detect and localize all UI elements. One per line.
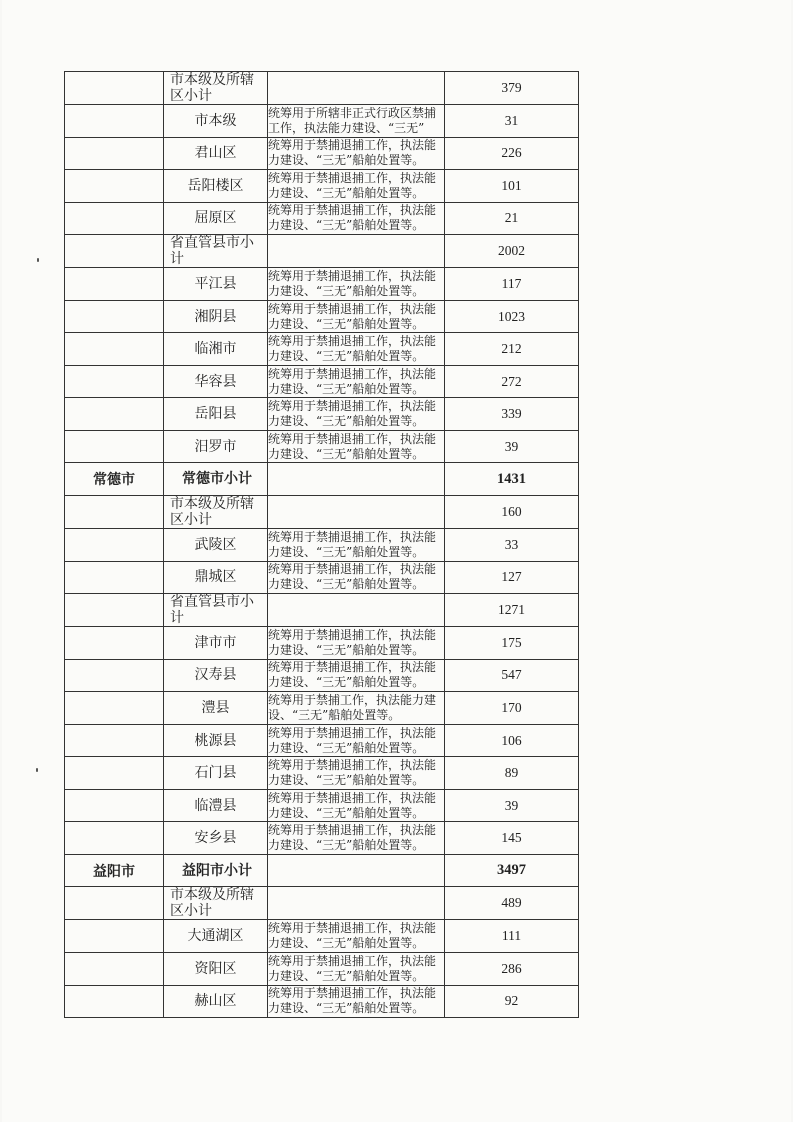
purpose-cell: 统筹用于禁捕退捕工作，执法能力建设、“三无”船舶处置等。	[268, 137, 445, 170]
table-row	[65, 854, 579, 887]
city-cell	[65, 822, 164, 855]
unit-cell: 岳阳县	[164, 398, 268, 431]
city-cell	[65, 789, 164, 822]
unit-cell: 鼎城区	[164, 561, 268, 594]
unit-cell: 澧县	[164, 692, 268, 725]
table-row	[65, 235, 579, 268]
city-cell	[65, 594, 164, 627]
unit-cell: 市本级及所辖区小计	[164, 496, 268, 529]
purpose-cell: 统筹用于禁捕退捕工作，执法能力建设、“三无”船舶处置等。	[268, 724, 445, 757]
purpose-cell: 统筹用于所辖非正式行政区禁捕工作，执法能力建设、“三无”	[268, 105, 445, 138]
city-cell: 常德市	[65, 463, 164, 496]
table-row	[65, 789, 579, 822]
city-cell	[65, 985, 164, 1018]
purpose-cell: 统筹用于禁捕退捕工作，执法能力建设、“三无”船舶处置等。	[268, 170, 445, 203]
purpose-cell	[268, 463, 445, 496]
unit-cell: 安乡县	[164, 822, 268, 855]
amount-cell: 2002	[445, 235, 579, 268]
table-row	[65, 72, 579, 105]
unit-cell: 市本级及所辖区小计	[164, 72, 268, 105]
city-cell	[65, 887, 164, 920]
amount-cell: 39	[445, 789, 579, 822]
amount-cell: 33	[445, 529, 579, 562]
unit-cell: 省直管县市小计	[164, 235, 268, 268]
scan-mark	[37, 258, 39, 262]
allocation-table	[64, 71, 579, 1018]
table-row	[65, 594, 579, 627]
city-cell	[65, 659, 164, 692]
purpose-cell: 统筹用于禁捕退捕工作，执法能力建设、“三无”船舶处置等。	[268, 561, 445, 594]
table-row	[65, 333, 579, 366]
unit-cell: 市本级	[164, 105, 268, 138]
table-row	[65, 692, 579, 725]
table-row	[65, 496, 579, 529]
purpose-cell: 统筹用于禁捕退捕工作，执法能力建设、“三无”船舶处置等。	[268, 202, 445, 235]
amount-cell: 272	[445, 365, 579, 398]
scan-mark	[36, 768, 38, 772]
unit-cell: 临澧县	[164, 789, 268, 822]
unit-cell: 津市市	[164, 627, 268, 660]
table-row	[65, 105, 579, 138]
city-cell	[65, 398, 164, 431]
amount-cell: 170	[445, 692, 579, 725]
amount-cell: 106	[445, 724, 579, 757]
city-cell	[65, 430, 164, 463]
table-row	[65, 920, 579, 953]
unit-cell: 君山区	[164, 137, 268, 170]
city-cell	[65, 496, 164, 529]
table-row	[65, 627, 579, 660]
table-row	[65, 724, 579, 757]
city-cell	[65, 561, 164, 594]
amount-cell: 1023	[445, 300, 579, 333]
table-row	[65, 463, 579, 496]
table-row	[65, 953, 579, 986]
amount-cell: 1271	[445, 594, 579, 627]
unit-cell: 屈原区	[164, 202, 268, 235]
purpose-cell: 统筹用于禁捕退捕工作，执法能力建设、“三无”船舶处置等。	[268, 920, 445, 953]
purpose-cell	[268, 235, 445, 268]
amount-cell: 379	[445, 72, 579, 105]
purpose-cell: 统筹用于禁捕退捕工作，执法能力建设、“三无”船舶处置等。	[268, 953, 445, 986]
amount-cell: 286	[445, 953, 579, 986]
unit-cell: 华容县	[164, 365, 268, 398]
amount-cell: 547	[445, 659, 579, 692]
table-row	[65, 137, 579, 170]
table-row	[65, 529, 579, 562]
unit-cell: 大通湖区	[164, 920, 268, 953]
city-cell	[65, 529, 164, 562]
purpose-cell: 统筹用于禁捕退捕工作，执法能力建设、“三无”船舶处置等。	[268, 822, 445, 855]
table-row	[65, 300, 579, 333]
amount-cell: 111	[445, 920, 579, 953]
purpose-cell	[268, 594, 445, 627]
amount-cell: 226	[445, 137, 579, 170]
amount-cell: 3497	[445, 854, 579, 887]
amount-cell: 339	[445, 398, 579, 431]
unit-cell: 湘阴县	[164, 300, 268, 333]
purpose-cell: 统筹用于禁捕退捕工作，执法能力建设、“三无”船舶处置等。	[268, 333, 445, 366]
city-cell	[65, 365, 164, 398]
purpose-cell: 统筹用于禁捕退捕工作，执法能力建设、“三无”船舶处置等。	[268, 789, 445, 822]
unit-cell: 石门县	[164, 757, 268, 790]
table-row	[65, 887, 579, 920]
city-cell	[65, 268, 164, 301]
table-row	[65, 202, 579, 235]
amount-cell: 21	[445, 202, 579, 235]
purpose-cell	[268, 854, 445, 887]
table-row	[65, 985, 579, 1018]
city-cell	[65, 627, 164, 660]
purpose-cell: 统筹用于禁捕退捕工作，执法能力建设、“三无”船舶处置等。	[268, 757, 445, 790]
amount-cell: 489	[445, 887, 579, 920]
table-row	[65, 757, 579, 790]
table-row	[65, 430, 579, 463]
unit-cell: 赫山区	[164, 985, 268, 1018]
allocation-table-body	[65, 72, 579, 1018]
city-cell	[65, 300, 164, 333]
amount-cell: 101	[445, 170, 579, 203]
table-row	[65, 398, 579, 431]
table-row	[65, 659, 579, 692]
purpose-cell	[268, 887, 445, 920]
city-cell	[65, 953, 164, 986]
purpose-cell: 统筹用于禁捕退捕工作，执法能力建设、“三无”船舶处置等。	[268, 268, 445, 301]
purpose-cell: 统筹用于禁捕退捕工作，执法能力建设、“三无”船舶处置等。	[268, 985, 445, 1018]
city-cell	[65, 920, 164, 953]
unit-cell: 汨罗市	[164, 430, 268, 463]
purpose-cell: 统筹用于禁捕退捕工作，执法能力建设、“三无”船舶处置等。	[268, 529, 445, 562]
purpose-cell: 统筹用于禁捕退捕工作，执法能力建设、“三无”船舶处置等。	[268, 398, 445, 431]
purpose-cell: 统筹用于禁捕退捕工作，执法能力建设、“三无”船舶处置等。	[268, 300, 445, 333]
city-cell	[65, 202, 164, 235]
unit-cell: 桃源县	[164, 724, 268, 757]
unit-cell: 省直管县市小计	[164, 594, 268, 627]
unit-cell: 平江县	[164, 268, 268, 301]
city-cell	[65, 333, 164, 366]
unit-cell: 益阳市小计	[164, 854, 268, 887]
city-cell: 益阳市	[65, 854, 164, 887]
purpose-cell: 统筹用于禁捕退捕工作，执法能力建设、“三无”船舶处置等。	[268, 365, 445, 398]
city-cell	[65, 235, 164, 268]
city-cell	[65, 72, 164, 105]
purpose-cell	[268, 496, 445, 529]
amount-cell: 39	[445, 430, 579, 463]
city-cell	[65, 692, 164, 725]
city-cell	[65, 170, 164, 203]
amount-cell: 1431	[445, 463, 579, 496]
table-row	[65, 268, 579, 301]
amount-cell: 31	[445, 105, 579, 138]
amount-cell: 145	[445, 822, 579, 855]
amount-cell: 89	[445, 757, 579, 790]
amount-cell: 212	[445, 333, 579, 366]
purpose-cell	[268, 72, 445, 105]
city-cell	[65, 757, 164, 790]
amount-cell: 175	[445, 627, 579, 660]
unit-cell: 岳阳楼区	[164, 170, 268, 203]
amount-cell: 117	[445, 268, 579, 301]
unit-cell: 临湘市	[164, 333, 268, 366]
unit-cell: 汉寿县	[164, 659, 268, 692]
table-row	[65, 822, 579, 855]
table-row	[65, 561, 579, 594]
city-cell	[65, 137, 164, 170]
unit-cell: 常德市小计	[164, 463, 268, 496]
amount-cell: 127	[445, 561, 579, 594]
amount-cell: 92	[445, 985, 579, 1018]
purpose-cell: 统筹用于禁捕退捕工作，执法能力建设、“三无”船舶处置等。	[268, 659, 445, 692]
amount-cell: 160	[445, 496, 579, 529]
purpose-cell: 统筹用于禁捕退捕工作，执法能力建设、“三无”船舶处置等。	[268, 627, 445, 660]
city-cell	[65, 105, 164, 138]
table-row	[65, 170, 579, 203]
unit-cell: 市本级及所辖区小计	[164, 887, 268, 920]
purpose-cell: 统筹用于禁捕工作，执法能力建设、“三无”船舶处置等。	[268, 692, 445, 725]
table-row	[65, 365, 579, 398]
unit-cell: 资阳区	[164, 953, 268, 986]
purpose-cell: 统筹用于禁捕退捕工作，执法能力建设、“三无”船舶处置等。	[268, 430, 445, 463]
unit-cell: 武陵区	[164, 529, 268, 562]
city-cell	[65, 724, 164, 757]
